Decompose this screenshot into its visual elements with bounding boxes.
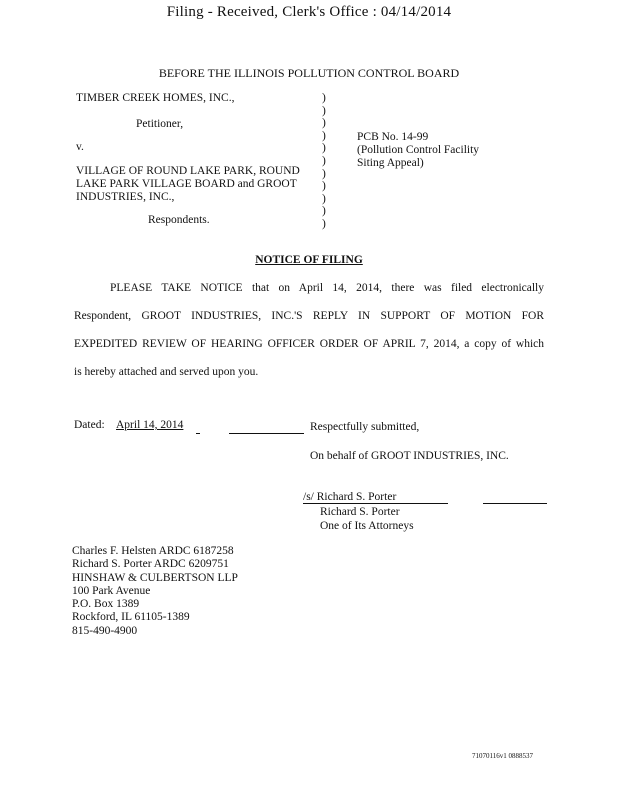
respondent-role: Respondents. [148, 214, 210, 226]
respondent-line-2: LAKE PARK VILLAGE BOARD and GROOT [76, 178, 297, 190]
on-behalf-of: On behalf of GROOT INDUSTRIES, INC. [310, 450, 509, 462]
petitioner-role: Petitioner, [136, 118, 184, 130]
signature: /s/ Richard S. Porter [303, 491, 397, 503]
address-line: 100 Park Avenue [72, 584, 151, 597]
signer-title: One of Its Attorneys [320, 520, 414, 532]
blank-line [229, 433, 304, 434]
board-title: BEFORE THE ILLINOIS POLLUTION CONTROL BOARD [158, 66, 460, 80]
body-line-1: PLEASE TAKE NOTICE that on April 14, 2014, there was filed electronically [110, 282, 544, 294]
document-id: 71070116v1 0888537 [472, 752, 533, 760]
signature-line [303, 503, 448, 504]
address-line: HINSHAW & CULBERTSON LLP [72, 571, 238, 584]
respondent-line-3: INDUSTRIES, INC., [76, 191, 175, 203]
dated-underline-tail [196, 433, 200, 434]
respectfully-submitted: Respectfully submitted, [310, 421, 420, 433]
address-line: Rockford, IL 61105-1389 [72, 611, 190, 624]
dated-value: April 14, 2014 [116, 419, 184, 431]
body-line-4: is hereby attached and served upon you. [74, 366, 259, 378]
caption-parentheses: ) ) ) ) ) ) ) ) ) ) ) [322, 92, 326, 230]
versus: v. [76, 141, 84, 153]
case-description-2: Siting Appeal) [357, 157, 424, 169]
signer-name: Richard S. Porter [320, 506, 400, 518]
respondent-line-1: VILLAGE OF ROUND LAKE PARK, ROUND [76, 165, 300, 177]
petitioner-name: TIMBER CREEK HOMES, INC., [76, 92, 235, 104]
filing-stamp: Filing - Received, Clerk's Office : 04/14/2014 [166, 4, 452, 20]
notice-body [74, 274, 544, 386]
dated-label: Dated: [74, 419, 105, 431]
address-line: Charles F. Helsten ARDC 6187258 [72, 545, 234, 557]
address-line: Richard S. Porter ARDC 6209751 [72, 558, 229, 571]
address-line: 815-490-4900 [72, 624, 138, 637]
notice-title: NOTICE OF FILING [255, 254, 363, 266]
attorney-address-block [72, 545, 238, 638]
case-number: PCB No. 14-99 [357, 131, 429, 143]
case-description-1: (Pollution Control Facility [357, 144, 480, 156]
body-line-2: Respondent, GROOT INDUSTRIES, INC.'S REPLY IN SUPPORT OF MOTION FOR [74, 310, 544, 322]
body-line-3: EXPEDITED REVIEW OF HEARING OFFICER ORDER OF APRIL 7, 2014, a copy of which [74, 338, 544, 350]
address-line: P.O. Box 1389 [72, 598, 140, 611]
signature-line-right [483, 503, 547, 504]
